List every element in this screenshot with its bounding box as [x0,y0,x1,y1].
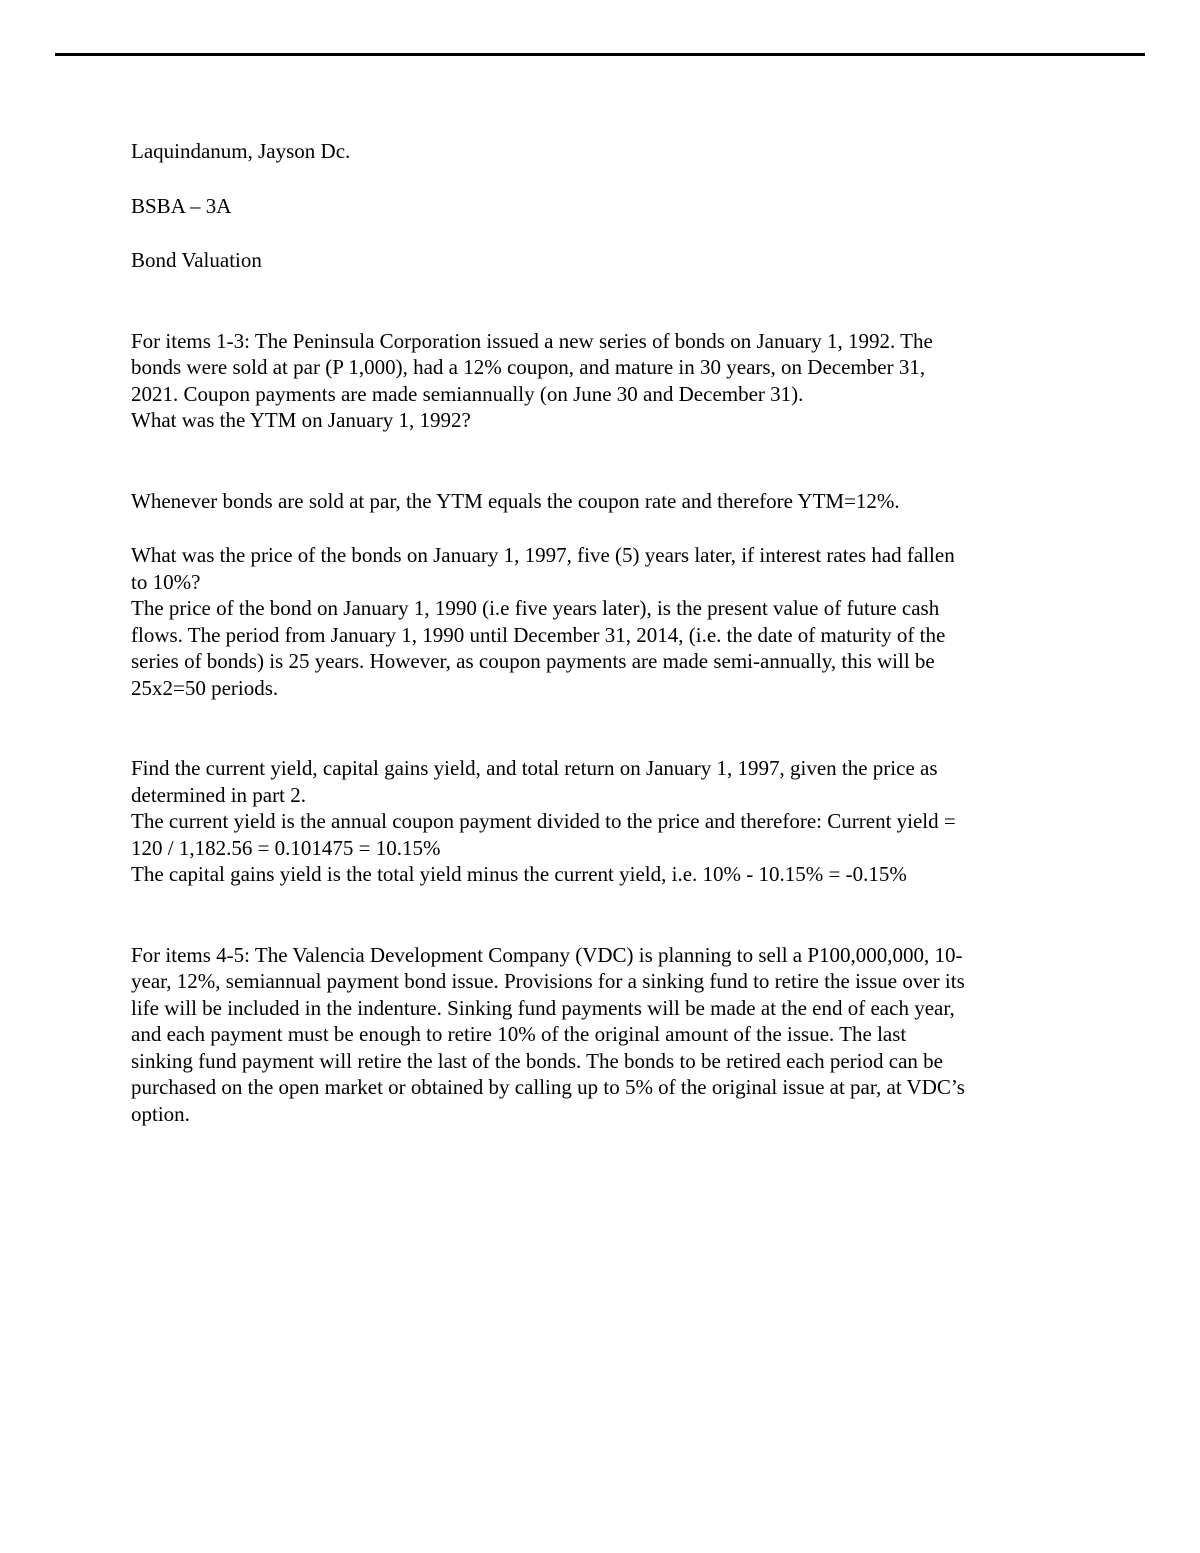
paragraph-answer-1 [131,488,1091,515]
text-line: and each payment must be enough to retire 10% of the original amount of the issue. The last [131,1022,907,1046]
text-line: 2021. Coupon payments are made semiannually (on June 30 and December 31). [131,381,804,406]
paragraph-question-3 [131,755,1091,888]
text-line: option. [131,1101,190,1126]
text-line: 120 / 1,182.56 = 0.101475 = 10.15% [131,835,441,860]
text-line: Find the current yield, capital gains yield, and total return on January 1, 1997, given the price as [131,756,938,780]
text-line: sinking fund payment will retire the last of the bonds. The bonds to be retired each period can be [131,1048,943,1073]
paragraph-items-1-3-intro [131,328,1091,434]
text-line: The capital gains yield is the total yield minus the current yield, i.e. 10% - 10.15% = -0.15% [131,862,907,886]
paragraph-question-2 [131,542,1091,701]
text-line: life will be included in the indenture. Sinking fund payments will be made at the end of each year, [131,995,955,1020]
document-body [131,138,1091,1127]
text-line: series of bonds) is 25 years. However, as coupon payments are made semi-annually, this will be [131,649,935,673]
text-line: For items 1-3: The Peninsula Corporation issued a new series of bonds on January 1, 1992. The [131,328,933,353]
text-line: determined in part 2. [131,782,306,807]
text-line: bonds were sold at par (P 1,000), had a 12% coupon, and mature in 30 years, on December 31, [131,355,926,379]
text-line: The current yield is the annual coupon payment divided to the price and therefore: Current yield = [131,809,956,833]
text-line: What was the YTM on January 1, 1992? [131,408,471,432]
student-section: BSBA – 3A [131,193,232,218]
text-line: What was the price of the bonds on January 1, 1997, five (5) years later, if interest rates had fallen [131,543,955,567]
text-line: Whenever bonds are sold at par, the YTM equals the coupon rate and therefore YTM=12%. [131,488,900,513]
text-line: The price of the bond on January 1, 1990 (i.e five years later), is the present value of future cash [131,596,940,620]
student-name: Laquindanum, Jayson Dc. [131,139,351,163]
text-line: For items 4-5: The Valencia Development Company (VDC) is planning to sell a P100,000,000, 10- [131,942,963,967]
text-line: purchased on the open market or obtained by calling up to 5% of the original issue at par, at VDC’s [131,1075,965,1099]
text-line: 25x2=50 periods. [131,675,279,700]
text-line: flows. The period from January 1, 1990 until December 31, 2014, (i.e. the date of maturity of the [131,622,946,647]
text-line: year, 12%, semiannual payment bond issue. Provisions for a sinking fund to retire the issue over its [131,969,965,993]
document-title: Bond Valuation [131,248,262,272]
paragraph-items-4-5-intro [131,942,1091,1128]
text-line: to 10%? [131,569,201,594]
header-rule [55,53,1145,56]
